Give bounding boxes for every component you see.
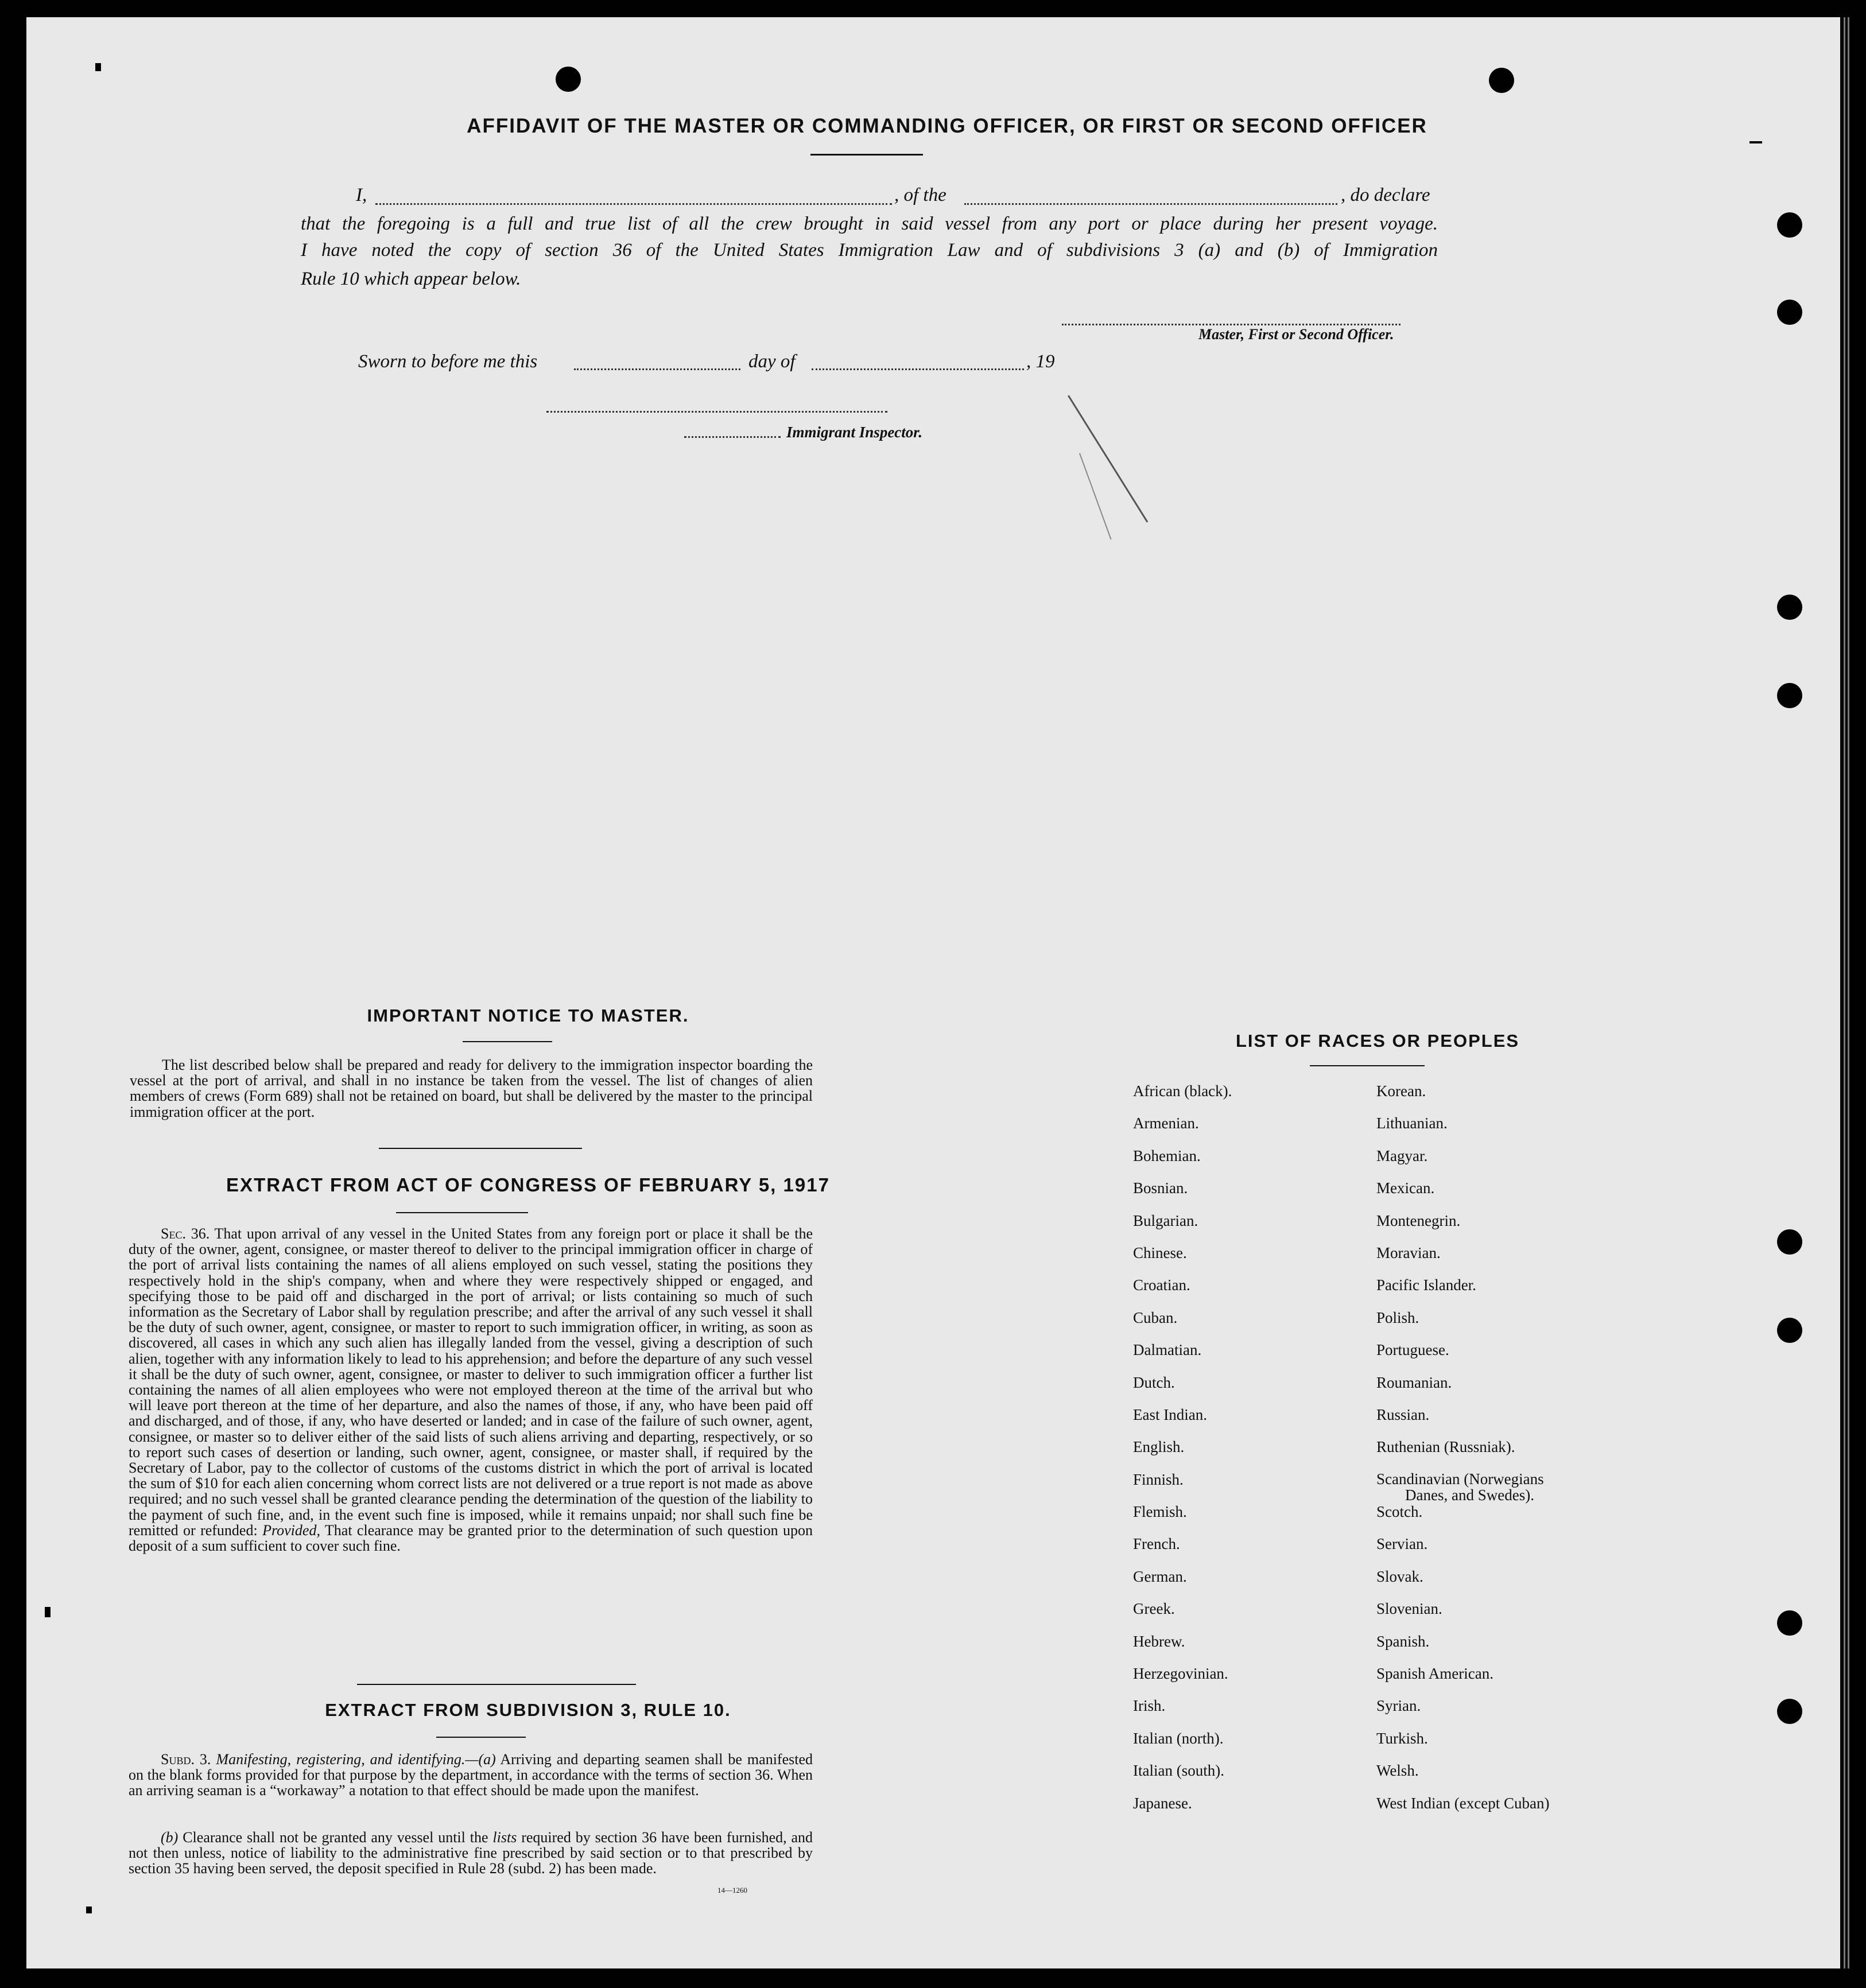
race-item: Irish. (1133, 1697, 1166, 1715)
year-label: , 19 (1026, 351, 1055, 372)
race-item: Finnish. (1133, 1470, 1184, 1488)
race-item: Syrian. (1376, 1697, 1421, 1715)
race-item: Slovenian. (1376, 1600, 1442, 1618)
notice-text (130, 1057, 813, 1120)
punch-hole (1777, 1699, 1802, 1724)
margin-mark (95, 63, 101, 71)
affidavit-title: AFFIDAVIT OF THE MASTER OR COMMANDING OFFICER, OR FIRST OR SECOND OFFICER (467, 115, 1427, 137)
punch-hole (1777, 212, 1802, 238)
sworn-prefix: Sworn to before me this (358, 351, 538, 372)
rule-title: EXTRACT FROM SUBDIVISION 3, RULE 10. (325, 1700, 731, 1720)
punch-hole (1777, 683, 1802, 708)
punch-hole (1777, 1318, 1802, 1343)
race-item: Scotch. (1376, 1503, 1423, 1521)
race-item: Italian (south). (1133, 1762, 1224, 1780)
rule-rule (436, 1737, 526, 1738)
races-title: LIST OF RACES OR PEOPLES (1235, 1031, 1520, 1051)
act-bottom-rule (357, 1684, 636, 1685)
race-item: Bohemian. (1133, 1147, 1201, 1164)
race-item: African (black). (1133, 1082, 1232, 1100)
inspector-signature-field[interactable] (546, 411, 887, 413)
notice-body: The list described below shall be prepared and ready for delivery to the immigration inspector boarding the vessel at the port of arrival, and shall in no instance be taken from the vessel. The list of changes of alien members of crews (Form 689) shall not be retained on board, but shall be delivered by the master to the principal immigration officer at the port. (130, 1057, 813, 1120)
race-item: Portuguese. (1376, 1341, 1449, 1359)
race-item: Flemish. (1133, 1503, 1187, 1521)
sworn-day-field[interactable] (574, 368, 740, 370)
notice-title: IMPORTANT NOTICE TO MASTER. (367, 1005, 689, 1026)
subd-heading: Manifesting, registering, and identifying. (216, 1751, 465, 1768)
race-item: Bulgarian. (1133, 1212, 1198, 1229)
document-page (26, 17, 1840, 1968)
vessel-field[interactable] (964, 203, 1337, 205)
declarant-name-field[interactable] (375, 203, 892, 205)
master-signature-caption: Master, First or Second Officer. (1198, 326, 1394, 343)
declarant-prefix: I, (356, 185, 367, 205)
race-item: Magyar. (1376, 1147, 1428, 1164)
punch-hole (1777, 1610, 1802, 1636)
race-item: Ruthenian (Russniak). (1376, 1438, 1515, 1456)
race-item: Hebrew. (1133, 1632, 1185, 1650)
margin-mark (86, 1907, 92, 1913)
act-rule (396, 1212, 528, 1213)
races-rule (1310, 1065, 1425, 1066)
of-the-label: , of the (894, 185, 946, 205)
part-b-lists: lists (492, 1829, 517, 1846)
notice-rule (463, 1041, 552, 1042)
race-item: Croatian. (1133, 1276, 1190, 1294)
race-item: Cuban. (1133, 1308, 1178, 1326)
race-item: English. (1133, 1438, 1185, 1456)
race-item: Roumanian. (1376, 1373, 1452, 1391)
race-item: Moravian. (1376, 1244, 1441, 1261)
punch-hole (1777, 1229, 1802, 1255)
margin-mark (45, 1607, 51, 1617)
punch-hole (1777, 300, 1802, 325)
inspector-short-field[interactable] (684, 436, 781, 438)
rule-text-a (129, 1752, 813, 1799)
race-item: Japanese. (1133, 1794, 1192, 1812)
punch-hole (556, 67, 581, 92)
race-item: Greek. (1133, 1600, 1175, 1618)
affidavit-line-3: I have noted the copy of section 36 of the United States Immigration Law and of subdivisions 3 (a) and (b) of Immigration (301, 240, 1438, 261)
act-text (129, 1226, 813, 1554)
title-rule (810, 154, 923, 156)
do-declare-label: , do declare (1341, 185, 1430, 205)
race-item: Armenian. (1133, 1115, 1199, 1132)
punch-hole (1777, 595, 1802, 620)
rule-text-b (129, 1830, 813, 1877)
provided-label: Provided, (262, 1521, 320, 1539)
part-b-label: (b) (161, 1829, 179, 1846)
race-item: Russian. (1376, 1405, 1430, 1423)
race-item: Dutch. (1133, 1373, 1175, 1391)
notice-bottom-rule (379, 1148, 582, 1149)
margin-mark (1749, 141, 1762, 143)
subd-label: Subd. 3. (161, 1751, 211, 1768)
sworn-month-field[interactable] (812, 368, 1024, 370)
race-item: Korean. (1376, 1082, 1426, 1100)
race-item: West Indian (except Cuban) (1376, 1794, 1550, 1812)
inspector-caption: Immigrant Inspector. (786, 424, 923, 441)
page-edge (1844, 17, 1849, 1968)
race-item: Servian. (1376, 1535, 1428, 1553)
race-item: Welsh. (1376, 1762, 1419, 1780)
sec-label: Sec. 36. (161, 1225, 210, 1242)
race-item: Chinese. (1133, 1244, 1187, 1261)
races-left-column (1133, 1082, 1232, 1827)
race-item: Bosnian. (1133, 1179, 1188, 1197)
act-title: EXTRACT FROM ACT OF CONGRESS OF FEBRUARY 5, 1917 (226, 1174, 830, 1195)
race-item: Mexican. (1376, 1179, 1435, 1197)
punch-hole (1489, 68, 1514, 93)
race-item: Lithuanian. (1376, 1115, 1448, 1132)
race-item: Slovak. (1376, 1567, 1423, 1585)
race-item: East Indian. (1133, 1405, 1207, 1423)
sworn-line (358, 351, 1104, 376)
affidavit-line-4: Rule 10 which appear below. (301, 269, 521, 289)
race-item: Polish. (1376, 1308, 1419, 1326)
affidavit-line-1 (356, 185, 1438, 210)
part-b-text-1: Clearance shall not be granted any vessel until the (183, 1829, 488, 1846)
race-item: German. (1133, 1567, 1187, 1585)
race-item-line: Scandinavian (Norwegians (1376, 1470, 1544, 1488)
race-item: Dalmatian. (1133, 1341, 1202, 1359)
part-b-text-2: required by section 36 have been furnished, and not then unless, notice of liability to the administrative fine prescribed by said section or to that prescribed by section 35 having been served, the deposit specified in Rule 28 (subd. 2) has been made. (129, 1829, 813, 1877)
master-signature-field[interactable] (1062, 324, 1401, 325)
act-body: That upon arrival of any vessel in the United States from any foreign port or place it shall be the duty of the owner, agent, consignee, or master thereof to deliver to the principal immigration officer in charge of the port of arrival lists containing the names of all aliens employed on such vessel, stating the positions they respectively hold in the ship's company, when and where they were respectively shipped or engaged, and specifying those to be paid off and discharged in the port of arrival; or lists containing so much of such information as the Secretary of Labor shall by regulation prescribe; and after the arrival of any such vessel it shall be the duty of such owner, agent, consignee, or master to report to such immigration officer, in writing, as soon as discovered, all cases in which any such alien has illegally landed from the vessel, giving a description of such alien, together with any information likely to lead to his apprehension; and before the departure of any such vessel it shall be the duty of such owner, agent, consignee, or master to deliver to such immigration officer a further list containing the names of all alien employees who were not employed thereon at the time of the arrival but who will leave port thereon at the time of her departure, and also the names of those, if any, who have been paid off and discharged, and of those, if any, who have deserted or landed; and in case of the failure of such owner, agent, consignee, or master so to deliver either of the said lists of such aliens arriving and departing, respectively, or so to report such cases of desertion or landing, such owner, agent, consignee, or master shall, if required by the Secretary of Labor, pay to the collector of customs of the customs district in which the port of arrival is located the sum of $10 for each alien concerning whom correct lists are not delivered or a true report is not made as above required; and no such vessel shall be granted clearance pending the determination of the question of the liability to the payment of such fine, and, in the event such fine is imposed, while it remains unpaid; nor shall such fine be remitted or refunded: (129, 1225, 813, 1539)
form-number: 14—1260 (717, 1886, 747, 1894)
race-item: French. (1133, 1535, 1180, 1553)
race-item-continuation: Danes, and Swedes). (1405, 1486, 1534, 1504)
races-right-column (1376, 1082, 1549, 1827)
race-item: Spanish American. (1376, 1665, 1493, 1683)
day-of-label: day of (748, 351, 796, 372)
race-item (1376, 1471, 1549, 1503)
act-body-end: That clearance may be granted prior to the determination of such question upon deposit of a sum sufficient to cover such fine. (129, 1521, 813, 1555)
race-item: Herzegovinian. (1133, 1665, 1228, 1683)
part-a-label: —(a) (465, 1751, 496, 1768)
affidavit-line-2: that the foregoing is a full and true list of all the crew brought in said vessel from any port or place during her present voyage. (301, 213, 1438, 234)
part-a-text: Arriving and departing seamen shall be manifested on the blank forms provided for that purpose by the department, in accordance with the terms of section 36. When an arriving seaman is a “workaway” a notation to that effect should be made upon the manifest. (129, 1751, 813, 1799)
race-item: Montenegrin. (1376, 1212, 1461, 1229)
race-item: Spanish. (1376, 1632, 1430, 1650)
race-item: Italian (north). (1133, 1729, 1224, 1747)
race-item: Turkish. (1376, 1729, 1428, 1747)
race-item: Pacific Islander. (1376, 1276, 1476, 1294)
